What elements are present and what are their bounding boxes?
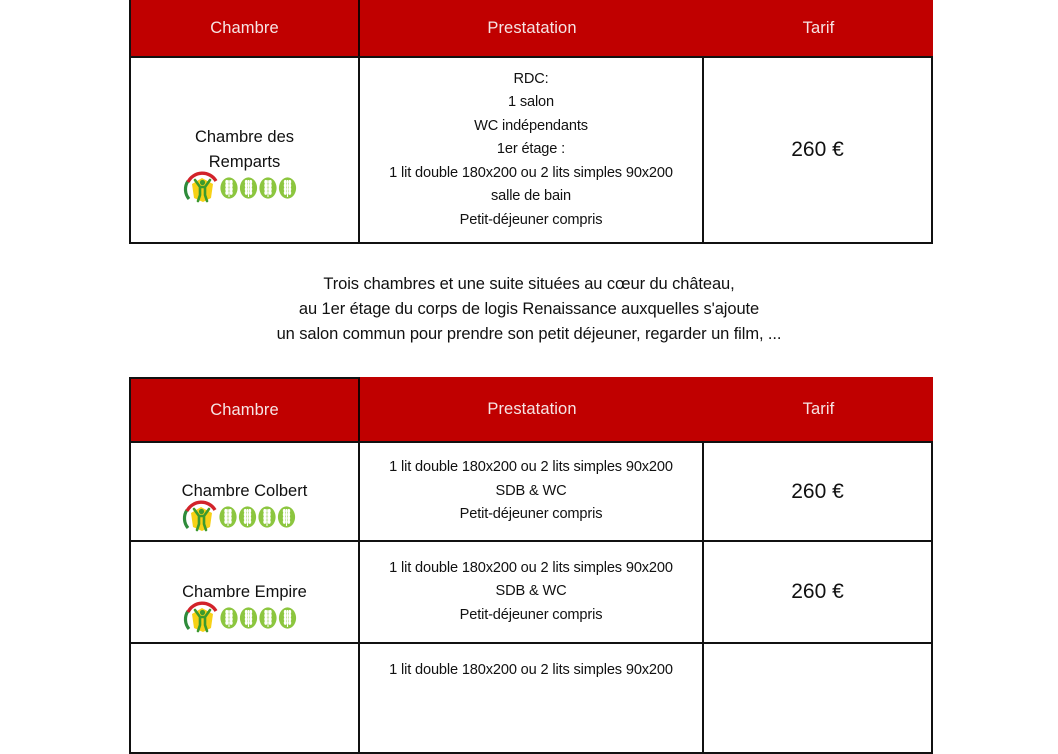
room-name-wrap xyxy=(180,125,310,175)
room-name-cell xyxy=(129,58,360,242)
room-name-wrap xyxy=(182,580,307,605)
header-prestation: Prestatation xyxy=(487,18,577,37)
prestation-line: Petit-déjeuner compris xyxy=(459,506,603,523)
table-row xyxy=(129,443,933,542)
prestation-list xyxy=(389,644,673,682)
room-table-2 xyxy=(129,377,933,754)
description-paragraph xyxy=(0,272,1058,347)
tarif-cell: 260 € xyxy=(704,542,933,642)
epis-rating xyxy=(220,177,296,198)
prestation-list xyxy=(389,557,673,627)
gites-de-france-logo xyxy=(183,601,298,635)
header-tarif: Tarif xyxy=(802,18,835,37)
prestation-cell xyxy=(360,644,704,752)
prestation-line: SDB & WC xyxy=(495,583,567,600)
epi-icon xyxy=(259,607,276,628)
table-row xyxy=(129,542,933,644)
table-row xyxy=(129,644,933,754)
gites-de-france-logo xyxy=(182,500,297,534)
gites-de-france-logo xyxy=(183,171,298,205)
header-prestation: Prestatation xyxy=(487,399,577,418)
prestation-line: 1 lit double 180x200 ou 2 lits simples 90x200 xyxy=(389,459,673,476)
prestation-line: 1 lit double 180x200 ou 2 lits simples 90x200 xyxy=(389,164,673,181)
epi-icon xyxy=(278,506,295,527)
epi-icon xyxy=(220,177,237,198)
table-header xyxy=(129,0,933,58)
prestation-line: 1 salon xyxy=(507,94,554,111)
room-name-cell xyxy=(129,542,360,642)
room-table-1 xyxy=(129,0,933,244)
epis-rating xyxy=(220,506,296,527)
room-name-wrap xyxy=(182,479,308,504)
tarif-cell xyxy=(704,644,933,752)
prestation-line: Petit-déjeuner compris xyxy=(459,606,603,623)
paragraph-line: au 1er étage du corps de logis Renaissance auxquelles s'ajoute xyxy=(298,300,760,318)
prestation-line: WC indépendants xyxy=(474,117,588,134)
gites-de-france-emblem-icon xyxy=(185,173,216,204)
table-header xyxy=(129,377,933,443)
header-chambre: Chambre xyxy=(129,377,360,441)
epi-icon xyxy=(278,607,295,628)
prestation-line: 1er étage : xyxy=(496,141,566,158)
prestation-line: RDC: xyxy=(513,71,549,88)
prestation-line: 1 lit double 180x200 ou 2 lits simples 90x200 xyxy=(389,559,673,576)
prestation-cell xyxy=(360,443,704,540)
prestation-cell xyxy=(360,58,704,242)
table-row xyxy=(129,58,933,244)
tarif-cell: 260 € xyxy=(704,58,933,242)
prestation-line: SDB & WC xyxy=(495,482,567,499)
prestation-line: salle de bain xyxy=(490,188,571,205)
room-name-cell xyxy=(129,644,360,752)
gites-de-france-emblem-icon xyxy=(185,603,216,634)
prestation-list xyxy=(389,68,673,232)
paragraph-line: Trois chambres et une suite situées au cœur du château, xyxy=(323,275,735,293)
epis-rating xyxy=(220,607,296,628)
epi-icon xyxy=(239,607,256,628)
epi-icon xyxy=(220,506,237,527)
prestation-line: Petit-déjeuner compris xyxy=(459,211,603,228)
epi-icon xyxy=(278,177,295,198)
prestation-list xyxy=(389,456,673,526)
epi-icon xyxy=(259,177,276,198)
epi-icon xyxy=(220,607,237,628)
room-name-cell xyxy=(129,443,360,540)
paragraph-line: un salon commun pour prendre son petit déjeuner, regarder un film, ... xyxy=(276,325,782,343)
header-tarif: Tarif xyxy=(802,399,835,418)
tarif-cell: 260 € xyxy=(704,443,933,540)
room-name: Chambre Empire xyxy=(182,582,307,601)
room-name: Chambre Colbert xyxy=(181,482,308,500)
gites-de-france-emblem-icon xyxy=(185,502,216,533)
epi-icon xyxy=(239,506,256,527)
room-name: Chambre des Remparts xyxy=(194,128,295,171)
header-chambre: Chambre xyxy=(129,0,360,56)
prestation-line: 1 lit double 180x200 ou 2 lits simples 90x200 xyxy=(389,662,673,678)
epi-icon xyxy=(239,177,256,198)
prestation-cell xyxy=(360,542,704,642)
epi-icon xyxy=(259,506,276,527)
